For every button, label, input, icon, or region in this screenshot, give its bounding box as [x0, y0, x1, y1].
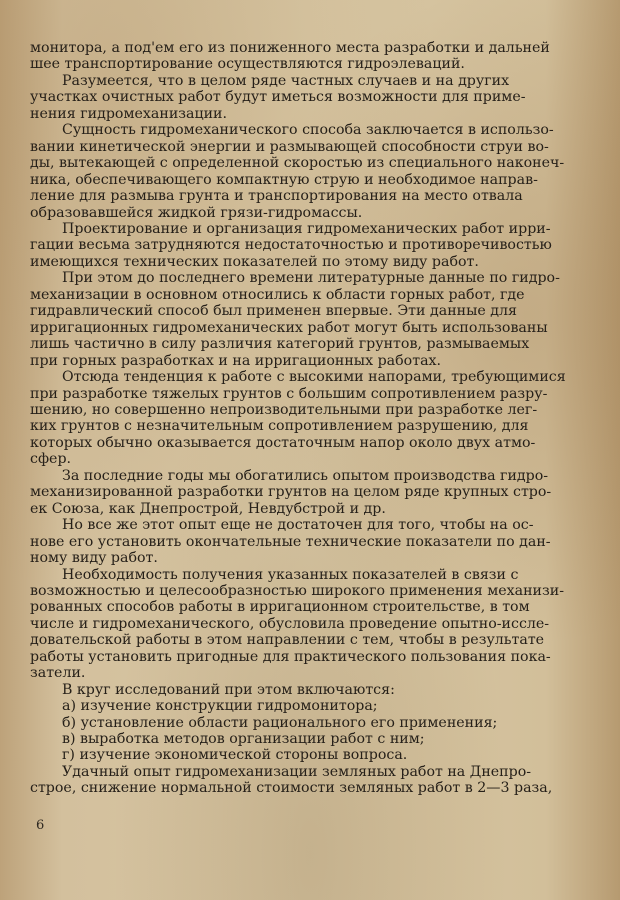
text-line: шее транспортирование осуществляются гидроэлеваций.	[30, 56, 465, 73]
text-line: возможностью и целесообразностью широкого применения механизи-	[30, 582, 564, 599]
text-line: имеющихся технических показателей по этому виду работ.	[30, 253, 479, 270]
text-line: ному виду работ.	[30, 550, 158, 567]
text-line: числе и гидромеханического, обусловила проведение опытно-иссле-	[30, 615, 550, 632]
research-list	[30, 698, 594, 764]
paragraph-6	[30, 369, 594, 468]
text-line: монитора, а под'ем его из пониженного места разработки и дальней	[30, 40, 550, 56]
text-line: затели.	[30, 665, 86, 682]
text-line: при разработке тяжелых грунтов с большим сопротивлением разру-	[30, 385, 548, 402]
list-item: г) изучение экономической стороны вопроса.	[62, 747, 408, 764]
list-item: в) выработка методов организации работ с ним;	[62, 731, 425, 748]
text-line: гидравлический способ был применен впервые. Эти данные для	[30, 303, 518, 320]
text-line: которых обычно оказывается достаточным напор около двух атмо-	[30, 434, 536, 451]
text-line: механизированной разработки грунтов на целом ряде крупных стро-	[30, 484, 552, 501]
paragraph-9	[30, 567, 594, 682]
text-line: ды, вытекающей с определенной скоростью из специального наконеч-	[30, 155, 565, 172]
list-item: а) изучение конструкции гидромонитора;	[62, 698, 378, 715]
text-line: ких грунтов с незначительным сопротивлением разрушению, для	[30, 418, 529, 435]
list-item: б) установление области рационального его применения;	[62, 714, 498, 731]
paragraph-2	[30, 73, 594, 122]
text-line: образовавшейся жидкой грязи-гидромассы.	[30, 204, 363, 221]
paragraph-8	[30, 517, 594, 566]
text-line: шению, но совершенно непроизводительными при разработке лег-	[30, 401, 538, 418]
text-line: работы установить пригодные для практического пользования пока-	[30, 648, 551, 665]
text-line: При этом до последнего времени литературные данные по гидро-	[62, 270, 560, 287]
paragraph-10	[30, 682, 594, 698]
paragraph-5	[30, 270, 594, 369]
text-line: вании кинетической энергии и размывающей способности струи во-	[30, 138, 549, 155]
paragraph-1	[30, 40, 594, 73]
text-line: при горных разработках и на ирригационных работах.	[30, 352, 442, 369]
text-line: сфер.	[30, 451, 72, 468]
text-line: ирригационных гидромеханических работ могут быть использованы	[30, 319, 548, 336]
text-line: строе, снижение нормальной стоимости земляных работ в 2—3 раза,	[30, 780, 553, 797]
text-line: ника, обеспечивающего компактную струю и необходимое направ-	[30, 171, 538, 188]
page-number: 6	[36, 818, 45, 833]
text-line: ек Союза, как Днепрострой, Невдубстрой и др.	[30, 500, 386, 517]
text-line: Необходимость получения указанных показателей в связи с	[62, 566, 519, 583]
paragraph-3	[30, 122, 594, 221]
text-line: В круг исследований при этом включаются:	[62, 681, 395, 698]
paragraph-final	[30, 764, 594, 797]
text-line: Но все же этот опыт еще не достаточен для того, чтобы на ос-	[62, 517, 534, 534]
text-line: За последние годы мы обогатились опытом производства гидро-	[62, 467, 549, 484]
paragraph-7	[30, 468, 594, 517]
text-line: нове его установить окончательные технические показатели по дан-	[30, 533, 551, 550]
text-line: ление для размыва грунта и транспортирования на место отвала	[30, 188, 523, 205]
text-line: рованных способов работы в ирригационном строительстве, в том	[30, 599, 530, 616]
text-line: механизации в основном относились к области горных работ, где	[30, 286, 525, 303]
text-line: Отсюда тенденция к работе с высокими напорами, требующимися	[62, 369, 566, 386]
paragraph-4	[30, 221, 594, 270]
text-line: Сущность гидромеханического способа заключается в использо-	[62, 122, 554, 139]
text-line: нения гидромеханизации.	[30, 105, 228, 122]
text-line: довательской работы в этом направлении с тем, чтобы в результате	[30, 632, 545, 649]
text-line: участках очистных работ будут иметься возможности для приме-	[30, 89, 526, 106]
text-line: гации весьма затрудняются недостаточностью и противоречивостью	[30, 237, 552, 254]
text-line: лишь частично в силу различия категорий грунтов, размываемых	[30, 336, 530, 353]
text-line: Удачный опыт гидромеханизации земляных работ на Днепро-	[62, 763, 532, 780]
text-line: Разумеется, что в целом ряде частных случаев и на других	[62, 72, 510, 89]
text-line: Проектирование и организация гидромеханических работ ирри-	[62, 220, 551, 237]
